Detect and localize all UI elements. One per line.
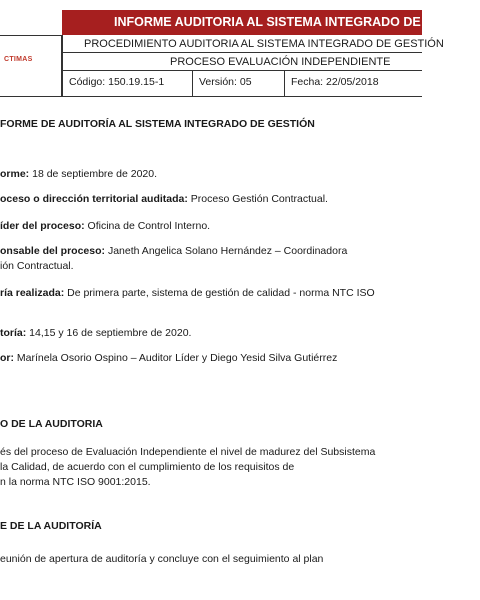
field-label: ría realizada: <box>0 287 65 299</box>
metadata-row <box>62 71 422 97</box>
document-header <box>0 10 480 92</box>
field-label: onsable del proceso: <box>0 245 106 257</box>
date-cell: Fecha: 22/05/2018 <box>291 76 379 88</box>
field-value: 14,15 y 16 de septiembre de 2020. <box>26 327 192 339</box>
field-process-responsible-cont: ión Contractual. <box>0 260 74 272</box>
field-audit-type <box>0 286 420 300</box>
field-label: oceso o dirección territorial auditada: <box>0 193 188 205</box>
field-auditors <box>0 351 420 365</box>
section-scope-title: E DE LA AUDITORÍA <box>0 520 102 532</box>
procedure-subtitle: PROCEDIMIENTO AUDITORIA AL SISTEMA INTEGRADO DE GESTIÓN <box>62 35 422 53</box>
section-objective-line: n la norma NTC ISO 9001:2015. <box>0 476 151 488</box>
field-label: orme: <box>0 168 30 180</box>
code-cell: Código: 150.19.15-1 <box>63 71 193 97</box>
field-value: De primera parte, sistema de gestión de calidad - norma NTC ISO <box>64 287 375 299</box>
field-label: íder del proceso: <box>0 220 85 232</box>
field-label: or: <box>0 352 14 364</box>
field-value: Proceso Gestión Contractual. <box>187 193 328 205</box>
field-label: toría: <box>0 327 27 339</box>
section-objective-line: la Calidad, de acuerdo con el cumplimiento de los requisitos de <box>0 461 295 473</box>
field-value: Marínela Osorio Ospino – Auditor Líder y Diego Yesid Silva Gutiérrez <box>14 352 338 364</box>
field-value: Oficina de Control Interno. <box>84 220 211 232</box>
field-audited-process <box>0 192 420 206</box>
field-value: 18 de septiembre de 2020. <box>29 168 158 180</box>
field-audit-dates <box>0 326 420 340</box>
field-value: Janeth Angelica Solano Hernández – Coordinadora <box>105 245 348 257</box>
report-title-bar: INFORME AUDITORIA AL SISTEMA INTEGRADO DE GESTIÓN <box>62 10 422 35</box>
version-cell: Versión: 05 <box>193 71 285 97</box>
document-title: FORME DE AUDITORÍA AL SISTEMA INTEGRADO DE GESTIÓN <box>0 118 315 130</box>
logo: CTIMAS <box>4 56 33 63</box>
field-process-responsible <box>0 244 420 258</box>
section-objective-line: és del proceso de Evaluación Independiente el nivel de madurez del Subsistema <box>0 446 376 458</box>
section-objective-title: O DE LA AUDITORIA <box>0 418 103 430</box>
process-subtitle: PROCESO EVALUACIÓN INDEPENDIENTE <box>62 53 422 71</box>
logo-cell <box>0 35 62 97</box>
section-scope-line: eunión de apertura de auditoría y concluye con el seguimiento al plan <box>0 553 324 565</box>
field-report-date <box>0 167 420 181</box>
field-process-leader <box>0 219 420 233</box>
